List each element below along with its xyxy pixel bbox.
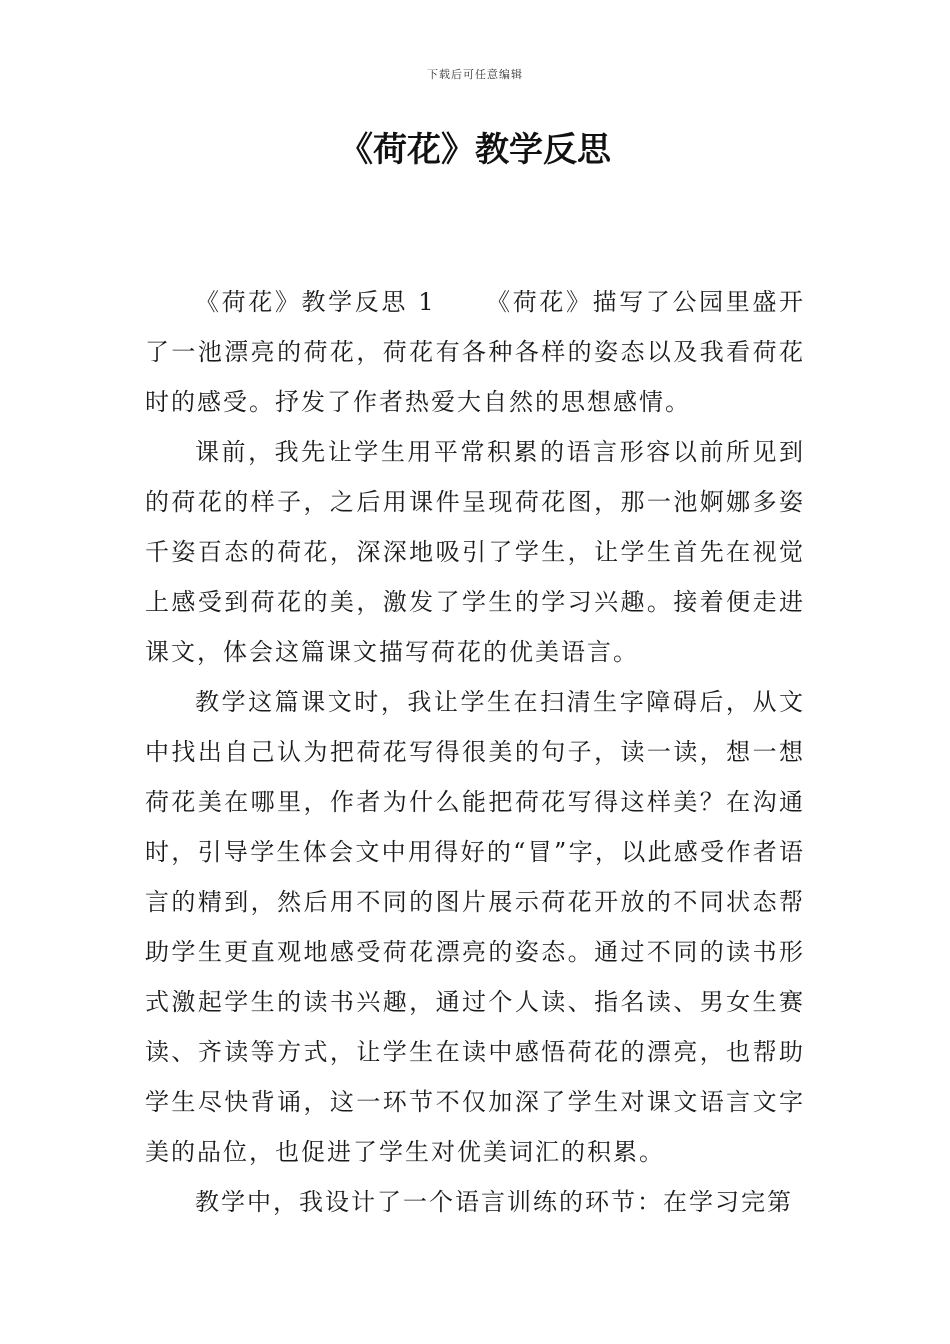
document-body: [145, 277, 805, 1227]
paragraph: 教学这篇课文时，我让学生在扫清生字障碍后，从文中找出自己认为把荷花写得很美的句子，读一读，想一想荷花美在哪里，作者为什么能把荷花写得这样美？在沟通时，引导学生体会文中用得好的“冒”字，以此感受作者语言的精到，然后用不同的图片展示荷花开放的不同状态帮助学生更直观地感受荷花漂亮的姿态。通过不同的读书形式激起学生的读书兴趣，通过个人读、指名读、男女生赛读、齐读等方式，让学生在读中感悟荷花的漂亮，也帮助学生尽快背诵，这一环节不仅加深了学生对课文语言文字美的品位，也促进了学生对优美词汇的积累。: [145, 688, 805, 1166]
page-title: 《荷花》教学反思: [339, 130, 611, 170]
section-label: 《荷花》教学反思 1: [195, 288, 436, 316]
paragraph: 教学中，我设计了一个语言训练的环节：在学习完第: [195, 1188, 793, 1216]
paragraph-text: 《荷花》描写了公园里盛开了一池漂亮的荷花，荷花有各种各样的姿态以及我看荷花时的感受。抒发了作者热爱大自然的思想感情。: [145, 288, 805, 416]
paragraph: 课前，我先让学生用平常积累的语言形容以前所见到的荷花的样子，之后用课件呈现荷花图，那一池婀娜多姿千姿百态的荷花，深深地吸引了学生，让学生首先在视觉上感受到荷花的美，激发了学生的学习兴趣。接着便走进课文，体会这篇课文描写荷花的优美语言。: [145, 438, 805, 666]
paragraph: [145, 277, 805, 427]
header-note: 下载后可任意编辑: [427, 68, 523, 81]
